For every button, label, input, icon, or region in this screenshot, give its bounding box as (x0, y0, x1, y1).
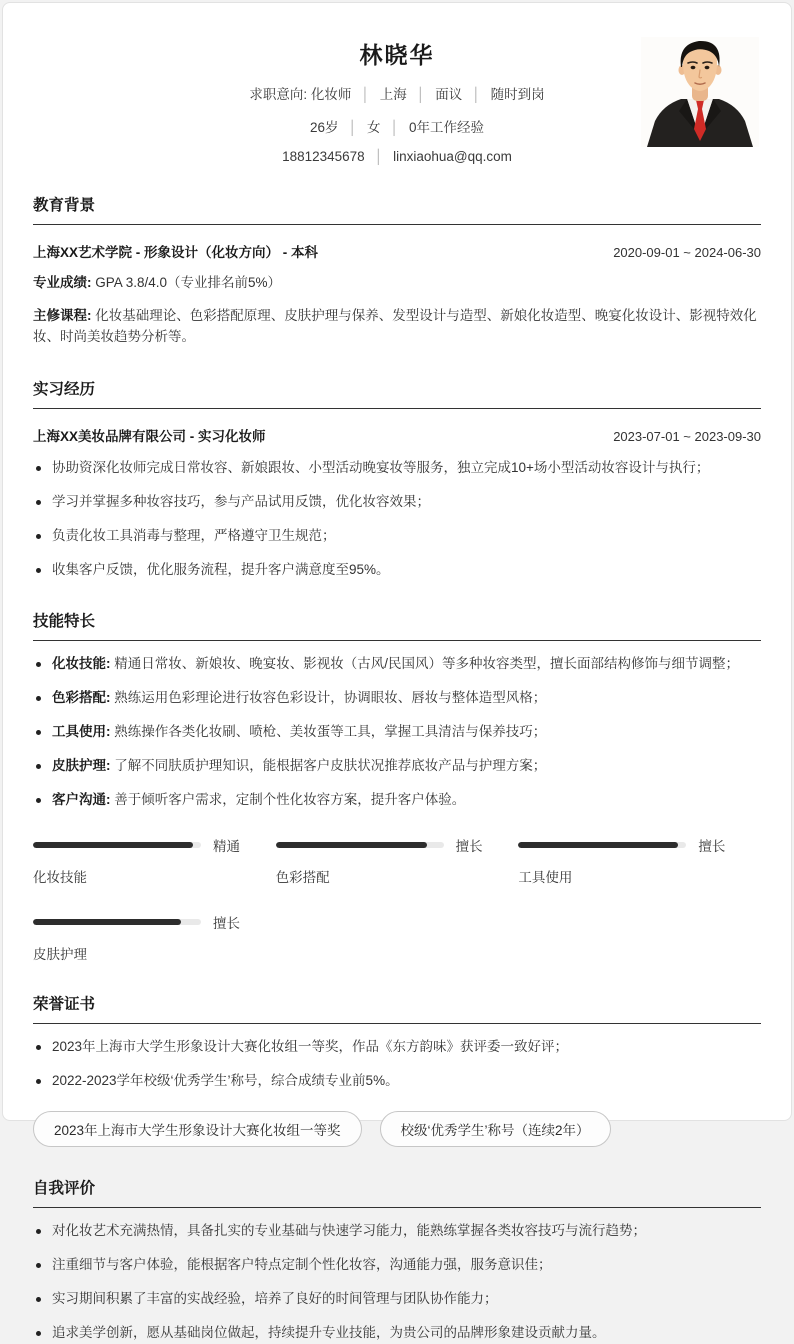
skill-bar-fill (33, 842, 193, 848)
section-title-education: 教育背景 (33, 193, 761, 225)
skill-bar-grid (33, 835, 761, 963)
separator: │ (390, 120, 399, 135)
contact-item: 26岁 (310, 120, 339, 135)
contact-item: linxiaohua@qq.com (393, 149, 512, 164)
bullet-text: 熟练运用色彩理论进行妆容色彩设计，协调眼妆、唇妆与整体造型风格； (114, 690, 547, 706)
courses-label: 主修课程: (33, 307, 96, 323)
gpa-value: GPA 3.8/4.0（专业排名前5%） (95, 275, 282, 290)
contact-item: 女 (367, 120, 381, 135)
bullet-text: 善于倾听客户需求，定制个性化妆容方案，提升客户体验。 (114, 792, 466, 808)
bullet-item: 追求美学创新，愿从基础岗位做起，持续提升专业技能，为贵公司的品牌形象建设贡献力量。 (33, 1323, 761, 1344)
skill-bar (33, 912, 276, 963)
contact-item: 面议 (435, 87, 463, 102)
education-gpa-line (33, 272, 761, 294)
job-intent-items (311, 87, 545, 102)
section-honors (33, 992, 761, 1147)
profile-photo (641, 37, 759, 147)
separator: │ (348, 120, 357, 135)
section-education (33, 193, 761, 348)
skill-name-label: 化妆技能 (33, 870, 87, 886)
skill-bar (33, 835, 276, 886)
section-skills (33, 609, 761, 963)
internship-bullet-list (33, 458, 761, 581)
skill-bar-fill (276, 842, 427, 848)
labeled-bullet-item (33, 756, 761, 777)
skill-bar-fill (33, 919, 181, 925)
bullet-text: 精通日常妆、新娘妆、晚宴妆、影视妆（古风/民国风）等多种妆容类型，擅长面部结构修饰与细节调整； (114, 656, 739, 672)
internship-company-line: 上海XX美妆品牌有限公司 - 实习化妆师 (33, 428, 266, 444)
skill-name-label: 色彩搭配 (275, 870, 330, 886)
contact-info-line (33, 149, 761, 164)
bullet-item: 收集客户反馈，优化服务流程，提升客户满意度至95%。 (33, 560, 761, 581)
skill-level-label: 精通 (213, 839, 240, 855)
bullet-text: 了解不同肤质护理知识，能根据客户皮肤状况推荐底妆产品与护理方案； (114, 758, 547, 774)
bullet-label: 皮肤护理: (52, 758, 115, 774)
separator: │ (361, 87, 370, 102)
skills-bullet-list (33, 654, 761, 811)
resume-header (33, 37, 761, 164)
skill-level-label: 擅长 (455, 839, 483, 855)
skill-bar-fill (518, 842, 678, 848)
section-title-internship: 实习经历 (33, 377, 761, 409)
contact-item: 随时到岗 (490, 87, 545, 102)
candidate-name: 林晓华 (359, 42, 435, 68)
contact-item: 18812345678 (282, 149, 365, 164)
separator: │ (374, 149, 384, 164)
award-badge: 2023年上海市大学生形象设计大赛化妆组一等奖 (33, 1111, 362, 1147)
bullet-item: 2022-2023学年校级‘优秀学生’称号，综合成绩专业前5%。 (33, 1071, 761, 1092)
labeled-bullet-item (33, 790, 761, 811)
internship-entry-head (33, 425, 761, 445)
bullet-item: 协助资深化妆师完成日常妆容、新娘跟妆、小型活动晚宴妆等服务，独立完成10+场小型活动妆容设计与执行； (33, 458, 761, 479)
separator: │ (416, 87, 426, 102)
labeled-bullet-item (33, 654, 761, 675)
bullet-item: 2023年上海市大学生形象设计大赛化妆组一等奖，作品《东方韵味》获评委一致好评； (33, 1037, 761, 1058)
skill-level-label: 擅长 (213, 916, 240, 932)
skill-bar-track (33, 842, 201, 848)
skill-bar (518, 835, 761, 886)
bullet-item: 对化妆艺术充满热情，具备扎实的专业基础与快速学习能力，能熟练掌握各类妆容技巧与流行趋势； (33, 1221, 761, 1242)
bullet-item: 学习并掌握多种妆容技巧，参与产品试用反馈，优化妆容效果； (33, 492, 761, 513)
skill-bar-track (276, 842, 444, 848)
skill-bar-row (33, 835, 276, 855)
self-evaluation-bullet-list (33, 1221, 761, 1344)
honors-bullet-list (33, 1037, 761, 1092)
separator: │ (472, 87, 481, 102)
section-title-self-evaluation: 自我评价 (33, 1176, 761, 1208)
skill-name-label: 皮肤护理 (33, 947, 87, 963)
bullet-text: 熟练操作各类化妆刷、喷枪、美妆蛋等工具，掌握工具清洁与保养技巧； (114, 724, 547, 740)
education-courses-line (33, 305, 761, 348)
gpa-label: 专业成绩: (33, 275, 96, 290)
honor-badge-row (33, 1111, 761, 1147)
resume-page (2, 2, 792, 1340)
bullet-label: 客户沟通: (52, 792, 115, 808)
section-title-honors: 荣誉证书 (33, 992, 761, 1024)
skill-bar-row (33, 912, 276, 932)
bullet-item: 负责化妆工具消毒与整理，严格遵守卫生规范； (33, 526, 761, 547)
contact-item: 0年工作经验 (408, 120, 484, 135)
education-entry-head (33, 241, 761, 261)
section-internship (33, 377, 761, 581)
labeled-bullet-item (33, 688, 761, 709)
skill-bar-row (518, 835, 761, 855)
section-self-evaluation (33, 1176, 761, 1344)
internship-date-range: 2023-07-01 ~ 2023-09-30 (613, 428, 761, 444)
labeled-bullet-item (33, 722, 761, 743)
bullet-label: 工具使用: (52, 724, 115, 740)
skill-level-label: 擅长 (698, 839, 726, 855)
skill-name-label: 工具使用 (518, 870, 573, 886)
education-school-line: 上海XX艺术学院 - 形象设计（化妆方向） - 本科 (33, 245, 319, 260)
education-date-range: 2020-09-01 ~ 2024-06-30 (613, 245, 761, 260)
bullet-item: 实习期间积累了丰富的实战经验，培养了良好的时间管理与团队协作能力； (33, 1289, 761, 1310)
bullet-item: 注重细节与客户体验，能根据客户特点定制个性化妆容，沟通能力强，服务意识佳； (33, 1255, 761, 1276)
job-intent-prefix: 求职意向: (249, 87, 311, 102)
bullet-label: 色彩搭配: (52, 690, 115, 706)
courses-value: 化妆基础理论、色彩搭配原理、皮肤护理与保养、发型设计与造型、新娘化妆造型、晚宴化妆设计、影视特效化妆、时尚美妆趋势分析等。 (33, 307, 757, 345)
award-badge: 校级‘优秀学生’称号（连续2年） (380, 1111, 611, 1147)
skill-bar-row (276, 835, 519, 855)
skill-bar-track (33, 919, 201, 925)
contact-item: 化妆师 (310, 87, 352, 102)
portrait-illustration-svg (641, 37, 759, 147)
skill-bar-track (518, 842, 686, 848)
contact-item: 上海 (379, 87, 407, 102)
section-title-skills: 技能特长 (33, 609, 761, 641)
bullet-label: 化妆技能: (52, 656, 115, 672)
skill-bar (276, 835, 519, 886)
